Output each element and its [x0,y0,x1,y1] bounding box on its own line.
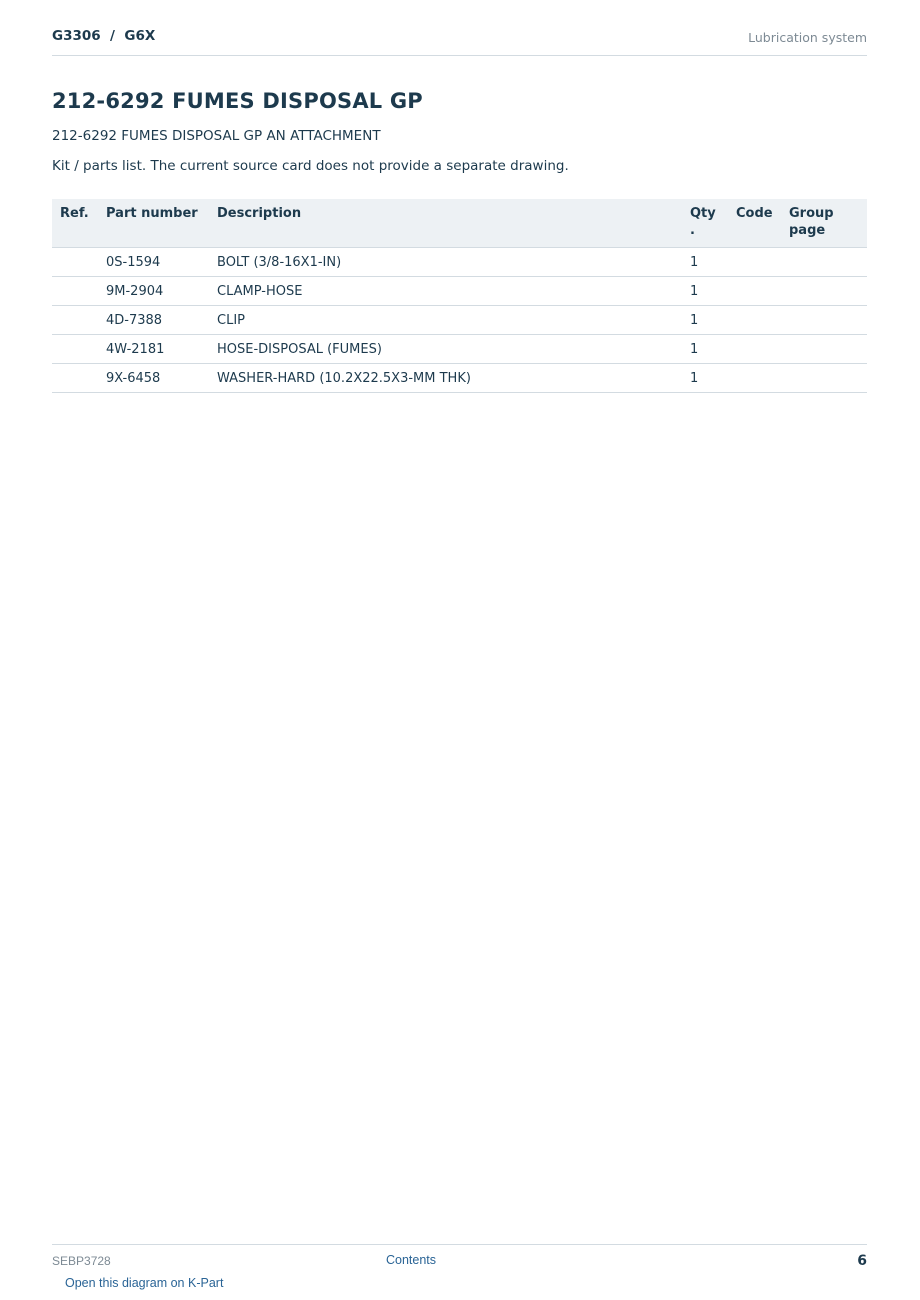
cell-group-page [789,306,867,335]
document-id: SEBP3728 [52,1254,111,1268]
cell-part-number: 9X-6458 [106,364,217,393]
parts-list-note: Kit / parts list. The current source card does not provide a separate drawing. [52,158,569,174]
section-label: Lubrication system [748,30,867,45]
page-footer [52,1244,867,1269]
table-row [52,335,867,364]
col-header-ref: Ref. [52,199,106,248]
contents-link[interactable]: Contents [386,1253,437,1267]
open-k-part-link[interactable]: Open this diagram on K-Part [65,1276,224,1290]
page-number: 6 [857,1253,867,1269]
cell-code [736,364,789,393]
parts-table [52,199,867,393]
page-subtitle: 212-6292 FUMES DISPOSAL GP AN ATTACHMENT [52,128,381,144]
table-row [52,248,867,277]
cell-description: CLAMP-HOSE [217,277,690,306]
table-row [52,364,867,393]
col-header-part-number: Part number [106,199,217,248]
page-header [52,28,867,56]
cell-ref [52,364,106,393]
cell-description: CLIP [217,306,690,335]
cell-description: HOSE-DISPOSAL (FUMES) [217,335,690,364]
col-header-group-page [789,199,867,248]
cell-description: BOLT (3/8-16X1-IN) [217,248,690,277]
cell-part-number: 9M-2904 [106,277,217,306]
cell-ref [52,277,106,306]
cell-part-number: 4D-7388 [106,306,217,335]
cell-code [736,335,789,364]
col-header-qty-line2: . [690,223,695,238]
cell-ref [52,306,106,335]
col-header-qty [690,199,736,248]
col-header-code: Code [736,199,789,248]
cell-qty: 1 [690,277,736,306]
cell-ref [52,248,106,277]
cell-part-number: 0S-1594 [106,248,217,277]
cell-group-page [789,335,867,364]
col-header-description: Description [217,199,690,248]
page-title: 212-6292 FUMES DISPOSAL GP [52,89,423,113]
cell-qty: 1 [690,248,736,277]
col-header-group-line1: Group [789,206,834,221]
cell-description: WASHER-HARD (10.2X22.5X3-MM THK) [217,364,690,393]
cell-part-number: 4W-2181 [106,335,217,364]
col-header-qty-line1: Qty [690,206,716,221]
cell-group-page [789,248,867,277]
breadcrumb: G3306 / G6X [52,28,156,44]
cell-qty: 1 [690,306,736,335]
cell-qty: 1 [690,335,736,364]
cell-qty: 1 [690,364,736,393]
cell-ref [52,335,106,364]
cell-code [736,306,789,335]
table-row [52,306,867,335]
cell-group-page [789,277,867,306]
table-header-row [52,199,867,248]
col-header-group-line2: page [789,223,826,238]
cell-code [736,248,789,277]
cell-code [736,277,789,306]
table-row [52,277,867,306]
cell-group-page [789,364,867,393]
